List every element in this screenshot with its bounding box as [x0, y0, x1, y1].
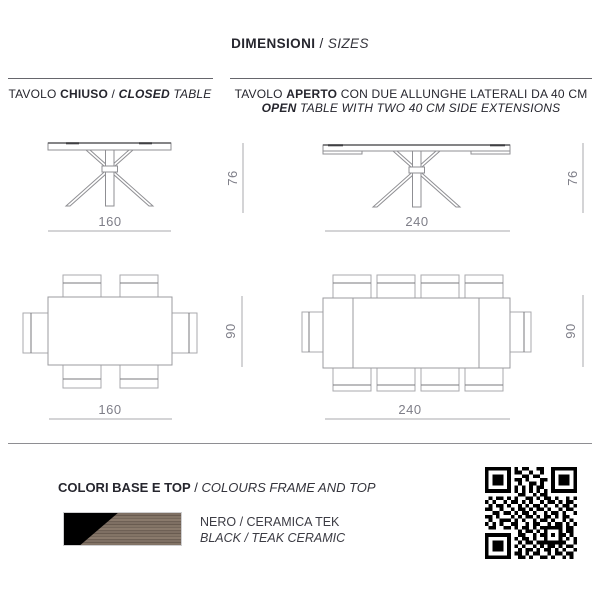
finish-labels	[200, 515, 345, 546]
open-depth-label: 90	[563, 323, 578, 339]
closed-plan-width-label: 160	[98, 402, 122, 417]
closed-base-hub	[102, 166, 118, 172]
open-plan-width-label: 240	[398, 402, 422, 417]
closed-chairs-bottom	[63, 365, 158, 388]
open-extension-mark-left	[328, 144, 343, 146]
open-table-heading	[230, 87, 592, 115]
title-separator: /	[315, 36, 328, 51]
colors-section-rule	[8, 443, 592, 444]
colors-heading	[58, 480, 376, 495]
open-l2-bold-italic: OPEN	[261, 101, 297, 115]
closed-tabletop-plan	[48, 297, 172, 365]
open-top-view	[290, 265, 600, 425]
title-english: SIZES	[327, 36, 369, 51]
open-extension-mark-right	[490, 144, 505, 146]
closed-heading-italic: TABLE	[169, 87, 212, 101]
open-l1-prefix: TAVOLO	[234, 87, 287, 101]
closed-section-rule	[8, 78, 213, 79]
closed-top-view	[0, 265, 260, 425]
open-tabletop	[323, 145, 510, 151]
open-chair-left	[302, 312, 323, 352]
open-chairs-bottom	[333, 368, 503, 391]
colors-heading-sep: /	[190, 480, 202, 495]
closed-extension-mark-left	[66, 142, 79, 144]
black-frame-swatch	[64, 513, 181, 545]
open-section-rule	[230, 78, 592, 79]
open-heading-line2	[230, 101, 592, 115]
open-chairs-top	[333, 275, 503, 298]
open-heading-line1	[230, 87, 592, 101]
finish-label-english: BLACK / TEAK CERAMIC	[200, 530, 346, 545]
open-l1-rest: CON DUE ALLUNGHE LATERALI DA 40 CM	[337, 87, 588, 101]
closed-table-heading	[4, 87, 216, 101]
open-width-label: 240	[405, 214, 429, 229]
closed-chairs-top	[63, 275, 158, 298]
qr-code	[485, 467, 577, 559]
closed-depth-label: 90	[223, 323, 238, 339]
qr-code-image	[485, 467, 577, 559]
finish-label-italian: NERO / CERAMICA TEK	[200, 515, 340, 529]
open-extension-leaf-left	[323, 151, 362, 154]
colors-heading-bold: COLORI BASE E TOP	[58, 480, 191, 495]
closed-heading-bold: CHIUSO	[60, 87, 108, 101]
open-tabletop-plan	[323, 298, 510, 368]
closed-center-post	[106, 150, 115, 206]
closed-heading-bold-italic: CLOSED	[118, 87, 170, 101]
title-italian: DIMENSIONI	[231, 36, 316, 51]
open-l2-italic: TABLE WITH TWO 40 CM SIDE EXTENSIONS	[296, 101, 561, 115]
open-base-hub	[409, 167, 425, 173]
open-chair-right	[510, 312, 531, 352]
closed-heading-prefix: TAVOLO	[8, 87, 61, 101]
colors-heading-italic: COLOURS FRAME AND TOP	[201, 480, 376, 495]
open-side-view	[290, 135, 600, 245]
closed-height-label: 76	[225, 170, 240, 186]
closed-chair-right	[172, 313, 197, 353]
closed-heading-sep: /	[108, 87, 119, 101]
page-title	[0, 36, 600, 51]
closed-extension-mark-right	[139, 142, 152, 144]
finish-swatch	[63, 512, 182, 546]
open-extension-leaf-right	[471, 151, 510, 154]
open-center-post	[413, 151, 422, 207]
closed-width-label: 160	[98, 214, 122, 229]
open-height-label: 76	[565, 170, 580, 186]
closed-side-view	[0, 135, 260, 245]
open-l1-bold: APERTO	[286, 87, 338, 101]
closed-chair-left	[23, 313, 48, 353]
